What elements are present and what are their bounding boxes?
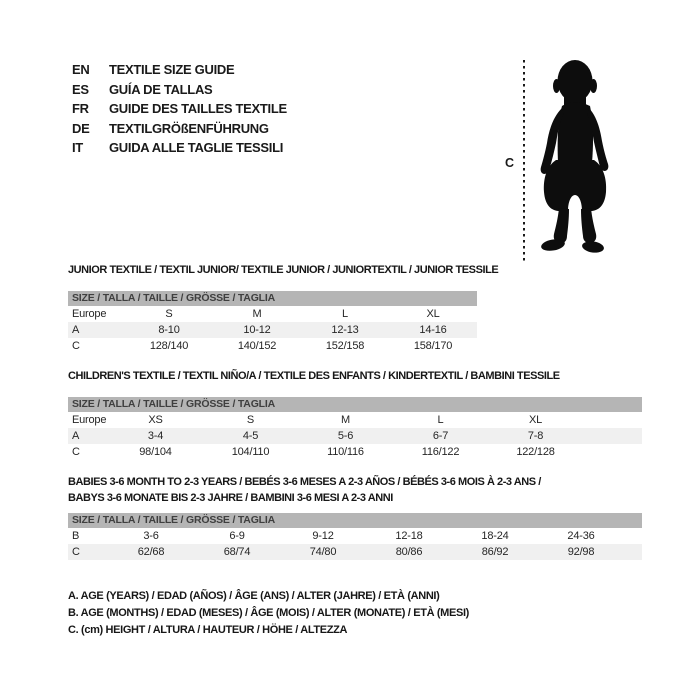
language-code: IT bbox=[72, 140, 83, 155]
footnote-a: A. AGE (YEARS) / EDAD (AÑOS) / ÂGE (ANS) / ALTER (JAHRE) / ETÀ (ANNI) bbox=[68, 590, 440, 602]
size-cell: 140/152 bbox=[237, 340, 277, 352]
size-cell: L bbox=[342, 308, 348, 320]
language-label: GUIDE DES TAILLES TEXTILE bbox=[109, 101, 287, 116]
size-cell: 5-6 bbox=[337, 430, 354, 442]
size-cell: 122/128 bbox=[516, 446, 555, 458]
size-cell: 18-24 bbox=[481, 530, 509, 542]
table-row-europe bbox=[68, 412, 642, 428]
language-row-it bbox=[72, 138, 287, 158]
section-title: BABIES 3-6 MONTH TO 2-3 YEARS / BEBÉS 3-6 MESES A 2-3 AÑOS / BÉBÉS 3-6 MOIS À 2-3 ANS / BABYS 3-6 MONATE BIS 2-3 JAHRE / BAMBINI 3-6 MESI A 2-3 ANNI bbox=[68, 476, 541, 504]
language-row-en bbox=[72, 60, 287, 80]
toddler-silhouette-icon bbox=[500, 48, 640, 268]
language-code: FR bbox=[72, 101, 89, 116]
size-cell: 7-8 bbox=[527, 430, 544, 442]
language-row-de bbox=[72, 119, 287, 139]
table-row-age bbox=[68, 428, 642, 444]
table-header-bar: SIZE / TALLA / TAILLE / GRÖSSE / TAGLIA bbox=[68, 397, 642, 412]
language-code: ES bbox=[72, 81, 89, 97]
table-row-age bbox=[68, 322, 477, 338]
height-line-label: C bbox=[505, 156, 515, 170]
size-cell: 12-18 bbox=[395, 530, 423, 542]
size-cell: 104/110 bbox=[231, 446, 270, 458]
row-label-cell: Europe bbox=[72, 414, 107, 426]
footnotes bbox=[68, 588, 469, 639]
size-cell: 6-9 bbox=[229, 530, 245, 542]
row-label-cell: A bbox=[72, 324, 80, 336]
size-cell: S bbox=[165, 308, 173, 320]
size-cell: M bbox=[341, 414, 350, 426]
size-cell: XL bbox=[426, 308, 440, 320]
section-title: CHILDREN'S TEXTILE / TEXTIL NIÑO/A / TEXTILE DES ENFANTS / KINDERTEXTIL / BAMBINI TESSILE bbox=[68, 370, 560, 382]
childrens-size-table bbox=[68, 397, 642, 460]
language-row-fr bbox=[72, 99, 287, 119]
size-cell: 9-12 bbox=[312, 530, 334, 542]
language-label: TEXTILE SIZE GUIDE bbox=[109, 62, 235, 77]
size-cell: 4-5 bbox=[242, 430, 259, 442]
section-babies bbox=[68, 474, 642, 560]
table-row-height bbox=[68, 544, 642, 560]
row-label-cell: Europe bbox=[72, 308, 107, 320]
size-cell: 68/74 bbox=[223, 546, 251, 558]
section-title: JUNIOR TEXTILE / TEXTIL JUNIOR/ TEXTILE JUNIOR / JUNIORTEXTIL / JUNIOR TESSILE bbox=[68, 264, 499, 276]
size-cell: 8-10 bbox=[158, 324, 180, 336]
size-cell: 116/122 bbox=[421, 446, 460, 458]
footnote-b: B. AGE (MONTHS) / EDAD (MESES) / ÂGE (MOIS) / ALTER (MONATE) / ETÀ (MESI) bbox=[68, 607, 469, 619]
babies-size-table bbox=[68, 513, 642, 560]
size-cell: M bbox=[252, 308, 262, 320]
size-cell: XS bbox=[148, 414, 163, 426]
size-cell: 62/68 bbox=[137, 546, 165, 558]
size-cell: 86/92 bbox=[481, 546, 509, 558]
size-cell: 3-6 bbox=[143, 530, 159, 542]
table-row-height bbox=[68, 338, 477, 354]
row-label-cell: C bbox=[72, 546, 80, 558]
size-cell: 128/140 bbox=[149, 340, 189, 352]
size-cell: 6-7 bbox=[432, 430, 449, 442]
size-cell: S bbox=[246, 414, 255, 426]
language-label: GUÍA DE TALLAS bbox=[109, 81, 213, 97]
size-cell: 80/86 bbox=[395, 546, 423, 558]
language-list bbox=[72, 60, 287, 158]
size-cell: 92/98 bbox=[567, 546, 595, 558]
row-label-cell: B bbox=[72, 530, 80, 542]
size-cell: XL bbox=[528, 414, 543, 426]
row-label-cell: A bbox=[72, 430, 80, 442]
size-cell: 152/158 bbox=[325, 340, 365, 352]
footnote-c: C. (cm) HEIGHT / ALTURA / HAUTEUR / HÖHE / ALTEZZA bbox=[68, 624, 348, 636]
size-cell: 24-36 bbox=[567, 530, 595, 542]
size-cell: 74/80 bbox=[309, 546, 337, 558]
row-label-cell: C bbox=[72, 340, 80, 352]
size-cell: L bbox=[437, 414, 444, 426]
table-row-height bbox=[68, 444, 642, 460]
section-junior-textile bbox=[68, 264, 498, 354]
language-row-es bbox=[72, 80, 287, 100]
table-header-bar: SIZE / TALLA / TAILLE / GRÖSSE / TAGLIA bbox=[68, 291, 477, 306]
size-cell: 110/116 bbox=[327, 446, 364, 458]
language-label: TEXTILGRÖßENFÜHRUNG bbox=[109, 120, 269, 136]
size-cell: 12-13 bbox=[331, 324, 359, 336]
row-label-cell: C bbox=[72, 446, 80, 458]
size-cell: 158/170 bbox=[413, 340, 453, 352]
size-cell: 3-4 bbox=[147, 430, 164, 442]
size-cell: 98/104 bbox=[139, 446, 172, 458]
toddler-body bbox=[540, 60, 608, 254]
size-cell: 10-12 bbox=[243, 324, 271, 336]
section-childrens-textile bbox=[68, 370, 642, 460]
height-measure-figure bbox=[500, 48, 640, 268]
table-header-bar: SIZE / TALLA / TAILLE / GRÖSSE / TAGLIA bbox=[68, 513, 642, 528]
size-cell: 14-16 bbox=[419, 324, 447, 336]
language-code: EN bbox=[72, 62, 90, 77]
table-row-age-months bbox=[68, 528, 642, 544]
junior-size-table bbox=[68, 291, 477, 354]
language-label: GUIDA ALLE TAGLIE TESSILI bbox=[109, 140, 284, 155]
table-row-europe bbox=[68, 306, 477, 322]
language-code: DE bbox=[72, 120, 90, 136]
